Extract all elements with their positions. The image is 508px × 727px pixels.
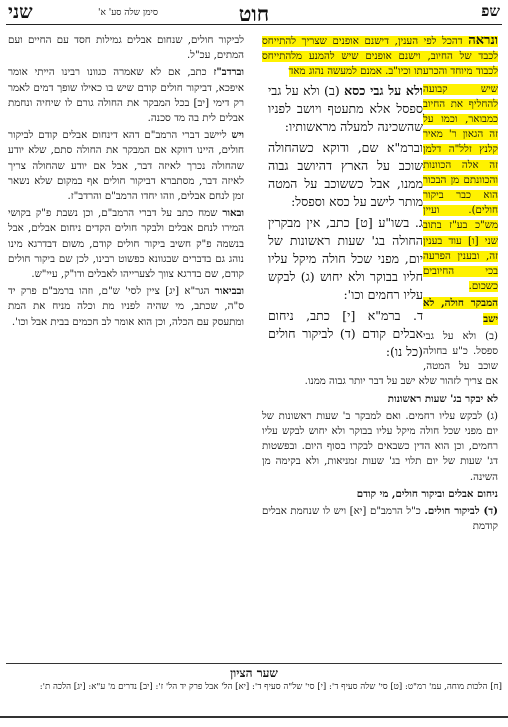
shaar-hatziyun-title: שער הציון — [230, 666, 278, 680]
section-heading-hours: לא יבקר בג' שעות ראשונות — [387, 392, 498, 405]
left-p5: ובביאור הגר"א [יג] ציין לסי' ש"ם, וזהו ברמב"ם פרק יד ס"ה, שכתב, מי שהיה לפניו מת וכלה מניח את המת ומתעסק עם הכלה, וכן הוא אומר לב חכמים בבית אבל וכו'. — [8, 285, 244, 328]
left-column — [8, 33, 244, 332]
left-p1: לביקור חולים, שנחום אבלים גמילות חסד עם החיים ועם המתים, עכ"ל. — [8, 35, 244, 62]
siman-label: סימן שלה סע' א' — [98, 8, 159, 18]
page-number: שפ — [481, 2, 500, 20]
shaar-hatziyun-text: [ח] הלכות מוחה, עמ' רמ"ט: [ט] סי' שלה סעיף ד': [י] סי' של"ה סעיף ד': [יא] הל' אבל פרק יד הל' ז': [יב] נדרים מ' ע"א: [יג] הלכה ת': — [39, 682, 502, 692]
note-d: (ד) לביקור חולים. כ"ל הרמב"ם [יא] ויש לו שנחמת אבלים קודמת — [262, 505, 498, 533]
lead-word: ונראה — [468, 33, 498, 48]
main-text-p1-head: ולא על גבי כסא — [344, 82, 423, 98]
book-title: חוט — [238, 1, 270, 26]
right-column — [262, 33, 498, 537]
volume-label: שני — [8, 1, 33, 23]
shaar-hatziyun — [6, 663, 502, 693]
left-p3: ויש ליישב דברי הרמב"ם דהא דינחום אבלים קודם לביקור חולים, היינו דווקא אם המבקר את החולה סתם, שלא יודע שהחולה נכרך לאיזה דבר, אבל אם יודע שהחולה צריך לאיזה דבר, מסתברא דביקור חולים אף במקום שלא נשאר זמן לנחם אבלים, וזהו יחדו הרמב"ם והרדב"ז. — [8, 129, 245, 203]
section-heading-sitting: המבקר חולה, לא ישב — [423, 297, 498, 325]
main-text-p1 — [268, 82, 423, 136]
inner-text-wrap — [262, 82, 498, 392]
page-header — [6, 2, 502, 25]
note-g: (ג) לבקש עליו רחמים. ואם למבקר ב' שעות ראשונות של יום מפני שכל חולה מיקל עליו בבוקר ולא יחוש לבקש עליו רחמים, וכן הוא הדין כשבאים לבקרו בסוף היום. ובפשטות דג' שעות של יום תלוי בג' שעות זמניאות, ולא בקימה מן השינה. — [262, 410, 498, 483]
section-heading-order: ניחום אבלים וביקור חולים, מי קודם — [356, 487, 498, 500]
main-text-p3: ג. בשו"ע [ט] כתב, אין מבקרין החולה בג' שעות ראשונות של יום, מפני שכל חולה מיקל עליו חליו בבוקר ולא יחוש (ג) לבקש עליו רחמים וכו': — [268, 214, 423, 302]
highlighted-text: דהכל לפי הענין, דישנם אופנים שצריך להתייחס לכבד של החיוב, וישנם אופנים שיש להמנע מלהתייחס לכבוד מיוחד והכרעתו וכיו"ב. אמנם למעשה נהוג מאד — [262, 36, 498, 78]
main-text-block — [268, 82, 423, 364]
note-b: (ב) ולא על גבי ספסל. כ"ע בחולה שוכב על המטה, אם צריך לזהור שלא ישב על דבר יותר גבוה ממנו. — [304, 330, 498, 388]
bottom-rule — [0, 716, 508, 718]
left-p2: וברדב"ז כתב, אם לא שאמרה כגוונו רבינו הייתי אומר איפכא, דביקור חולים קודם שיש בו כאילו שופך דמים לאמר רק דימי [יב] בכל המבקר את החולה גורם לו שיחיה ונחמת אבלים לית בה מד סכנה. — [8, 66, 244, 125]
paragraph-veniraeh — [262, 33, 498, 80]
highlighted-continuation: שיש קבועה להחליף את החיוב כמבואר, וכמו על זה הגאון ר' מאיר קלנץ זלל"ה דלמן זה אלה הכוונות והכוונתם מן הבכור הוא כבר ביקור חולים). ועיין מש"כ בע"ז בתוב שני [ו] עוד בענין זה, ובענין הפרעה בכי החיובים כשכום. — [423, 83, 498, 293]
main-text-p1-body: (ב) ולא על גבי ספסל אלא מתעטף ויושב לפניו שהשכינה למעלה מראשותיו: — [268, 82, 423, 134]
main-text-p4: ד. ברמ"א [י] כתב, ניחום אבלים קודם (ד) לביקור חולים (כל נו): — [268, 307, 423, 359]
left-p4: ובאור שמח כתב על דברי הרמב"ם, וכן נשבת פ"ק בקושי המירו לנחם אבלים ולבקר חולים הקדים ניחום אבלים, אבל בנשמה פ"ק חשיב ביקור חולים קודם, משום דבדרגא מינו נוהג גם בדברים שבגוונא כפשוט רבינו, לכן שם ביקור חולים קודם, שם בדרגא צווך לצערייהו לאבלים ודו"ק, עיי"ש. — [8, 207, 244, 281]
main-text-p2: וברמ"א שם, ודוקא כשהחולה שוכב על הארץ דהיושב גבוה ממנו, אבל כששוכב על המטה מותר לישב על כסא וספסל: — [268, 139, 423, 209]
